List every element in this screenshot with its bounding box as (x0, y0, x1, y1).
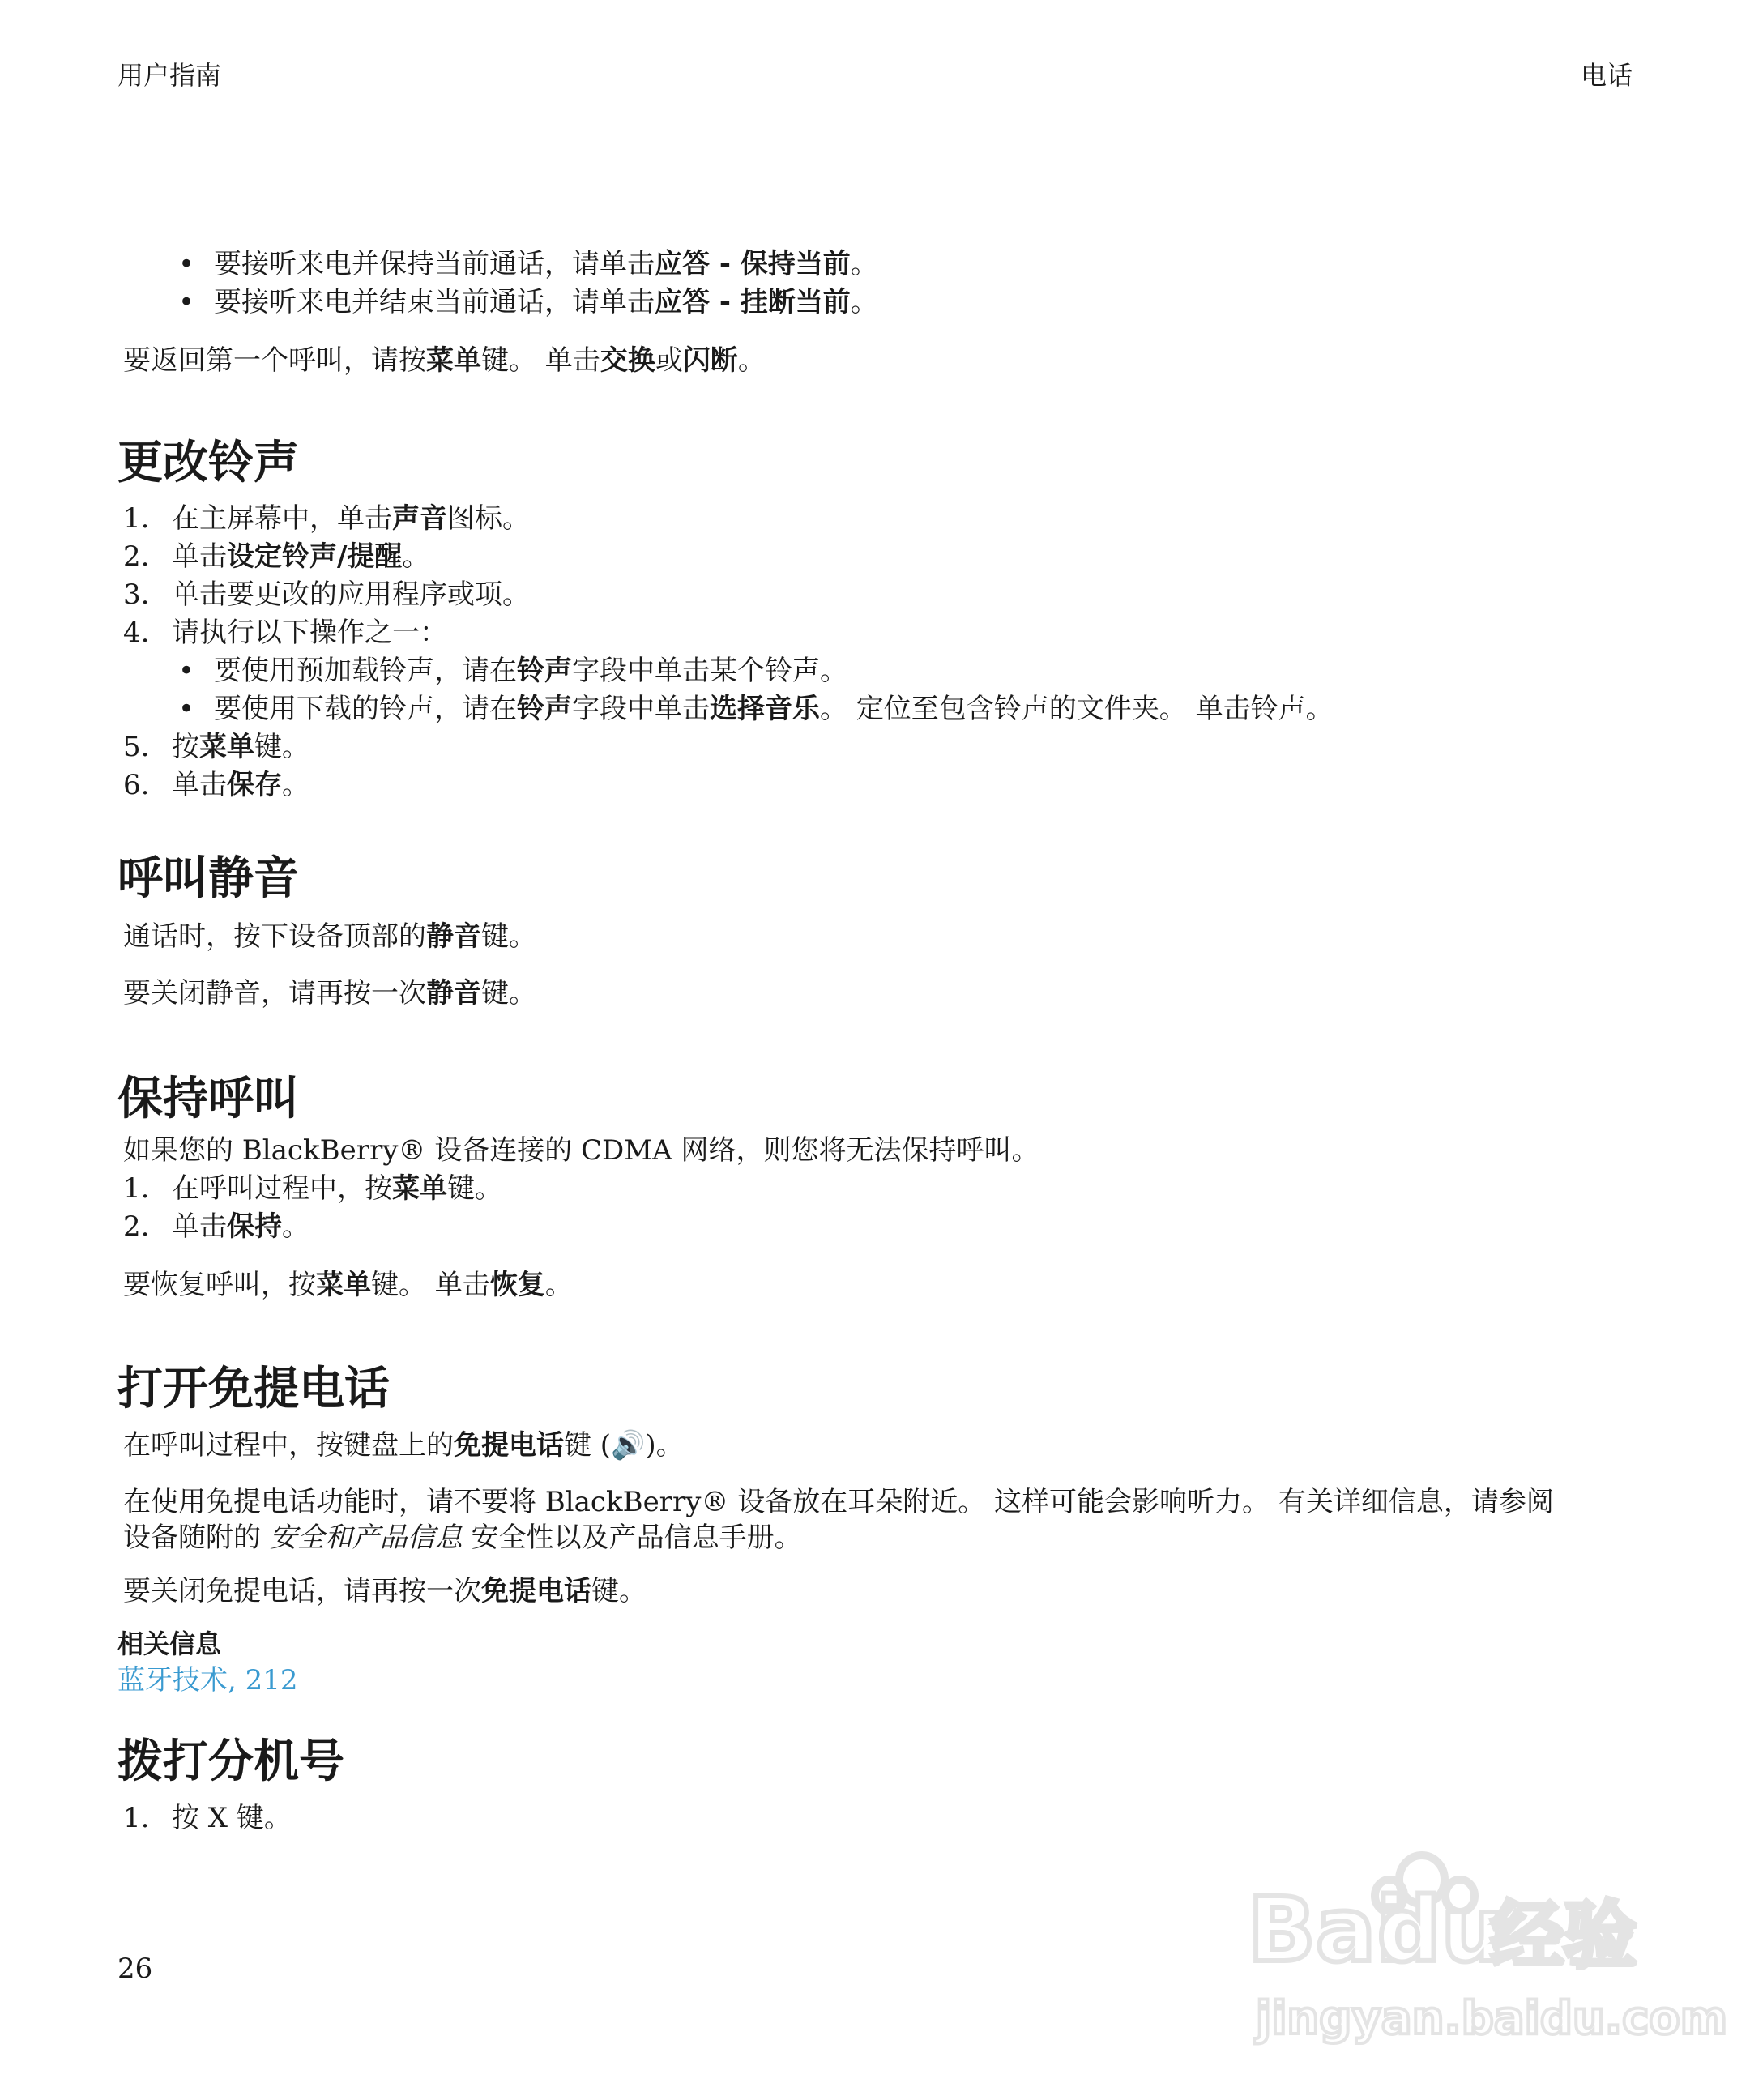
list-number: 5. (123, 731, 150, 763)
list-item (123, 766, 309, 805)
text: 键。 (481, 977, 536, 1009)
text: 。 (282, 1210, 309, 1243)
list-number: 2. (123, 1210, 150, 1243)
text: 键。 (447, 1172, 502, 1205)
text: 在主屏幕中，单击 (172, 502, 392, 535)
text: 键。 (254, 731, 309, 763)
list-item (178, 689, 1334, 728)
text: 字段中单击某个铃声。 (572, 655, 847, 687)
text: 要关闭静音，请再按一次 (123, 977, 426, 1009)
list-item (123, 1799, 292, 1838)
svg-text:Bai: Bai (1248, 1878, 1406, 1982)
section-title: 保持呼叫 (117, 1073, 299, 1125)
text: 按 (172, 731, 199, 763)
list-item (123, 499, 530, 538)
list-number: 1. (123, 1172, 150, 1205)
list-item (178, 245, 878, 284)
text: 键。 (481, 920, 536, 953)
text: 单击 (172, 769, 227, 801)
text: 请执行以下操作之一： (172, 617, 447, 649)
paragraph (123, 1572, 647, 1611)
list-number: 2. (123, 540, 150, 573)
key-term: 免提电话 (481, 1575, 591, 1607)
header-section: 电话 (1580, 60, 1633, 91)
text: 图标。 (447, 502, 530, 535)
text: 或 (655, 344, 683, 377)
key-term: 静音 (426, 920, 481, 953)
menu-term: 声音 (392, 502, 447, 535)
text: 。 (544, 1269, 573, 1301)
section-title: 打开免提电话 (117, 1363, 390, 1415)
menu-term: 选择音乐 (710, 693, 820, 725)
text: 要接听来电并结束当前通话，请单击 (214, 286, 655, 318)
bullet-icon: • (178, 248, 195, 280)
text: 要使用下载的铃声，请在 (214, 693, 517, 725)
menu-term: 铃声 (517, 655, 572, 687)
text: 字段中单击 (572, 693, 710, 725)
list-number: 3. (123, 578, 150, 611)
bullet-icon: • (178, 693, 195, 725)
list-item (123, 537, 429, 576)
list-number: 1. (123, 502, 150, 535)
menu-term: 菜单 (426, 344, 481, 377)
list-number: 1. (123, 1802, 150, 1834)
text: 安全性以及产品信息手册。 (462, 1522, 802, 1554)
key-term: 静音 (426, 977, 481, 1009)
text: 键。 (591, 1575, 647, 1607)
list-item (178, 651, 847, 690)
menu-term: 菜单 (392, 1172, 447, 1205)
list-item (123, 613, 447, 652)
section-title: 拨打分机号 (117, 1735, 344, 1788)
text: 单击 (172, 540, 227, 573)
related-link[interactable]: 蓝牙技术, 212 (117, 1664, 298, 1697)
text: 键。 单击 (371, 1269, 490, 1301)
paragraph (123, 1426, 684, 1465)
paragraph: 如果您的 BlackBerry® 设备连接的 CDMA 网络，则您将无法保持呼叫。 (123, 1134, 1039, 1167)
list-number: 4. (123, 617, 150, 649)
text: 单击 (172, 1210, 227, 1243)
text: 要关闭免提电话，请再按一次 (123, 1575, 481, 1607)
key-term: 免提电话 (454, 1429, 564, 1462)
text: 单击要更改的应用程序或项。 (172, 578, 530, 611)
list-item (123, 1169, 502, 1208)
document-title: 安全和产品信息 (269, 1522, 463, 1554)
menu-term: 交换 (600, 344, 655, 377)
menu-term: 设定铃声/提醒 (227, 540, 403, 573)
header-title: 用户指南 (117, 60, 222, 91)
text: 要使用预加载铃声，请在 (214, 655, 517, 687)
svg-text:经验: 经验 (1491, 1893, 1637, 1978)
paragraph (123, 341, 766, 380)
text: 要返回第一个呼叫，请按 (123, 344, 426, 377)
svg-text:du: du (1377, 1878, 1505, 1982)
page-number: 26 (117, 1953, 153, 1985)
paragraph (123, 1266, 573, 1304)
text: 按 X 键。 (172, 1802, 292, 1834)
list-item (123, 1207, 309, 1246)
paragraph: 在使用免提电话功能时，请不要将 BlackBerry® 设备放在耳朵附近。 这样可能会影响听力。 有关详细信息，请参阅 (123, 1486, 1554, 1518)
section-title: 更改铃声 (117, 437, 299, 489)
text: 。 (850, 286, 878, 318)
text: 通话时，按下设备顶部的 (123, 920, 426, 953)
menu-term: 恢复 (489, 1269, 545, 1301)
bullet-icon: • (178, 286, 195, 318)
list-item (178, 283, 878, 322)
menu-term: 保持 (227, 1210, 282, 1243)
menu-term: 应答 - 挂断当前 (655, 286, 851, 318)
paragraph (123, 974, 536, 1013)
menu-term: 应答 - 保持当前 (655, 248, 851, 280)
section-title: 呼叫静音 (117, 852, 299, 905)
text: 。 (850, 248, 878, 280)
bullet-icon: • (178, 655, 195, 687)
list-item (123, 575, 530, 614)
paragraph (123, 1518, 802, 1557)
text: 键 (🔊)。 (564, 1429, 684, 1462)
text: 要接听来电并保持当前通话，请单击 (214, 248, 655, 280)
menu-term: 保存 (227, 769, 282, 801)
text: 。 定位至包含铃声的文件夹。 单击铃声。 (820, 693, 1334, 725)
related-info-heading: 相关信息 (117, 1628, 222, 1659)
menu-term: 铃声 (517, 693, 572, 725)
menu-term: 菜单 (316, 1269, 371, 1301)
baidu-watermark-logo (1248, 1839, 1728, 2050)
list-number: 6. (123, 769, 150, 801)
text: 键。 单击 (481, 344, 600, 377)
text: 要恢复呼叫，按 (123, 1269, 316, 1301)
list-item (123, 728, 309, 766)
text: 。 (737, 344, 766, 377)
text: 设备随附的 (123, 1522, 270, 1554)
menu-term: 闪断 (682, 344, 738, 377)
text: 在呼叫过程中，按键盘上的 (123, 1429, 454, 1462)
text: 在呼叫过程中，按 (172, 1172, 392, 1205)
text: 。 (402, 540, 430, 573)
svg-text:jingyan.baidu.com: jingyan.baidu.com (1256, 1992, 1728, 2045)
text: 。 (282, 769, 309, 801)
menu-term: 菜单 (199, 731, 254, 763)
paragraph (123, 917, 536, 956)
